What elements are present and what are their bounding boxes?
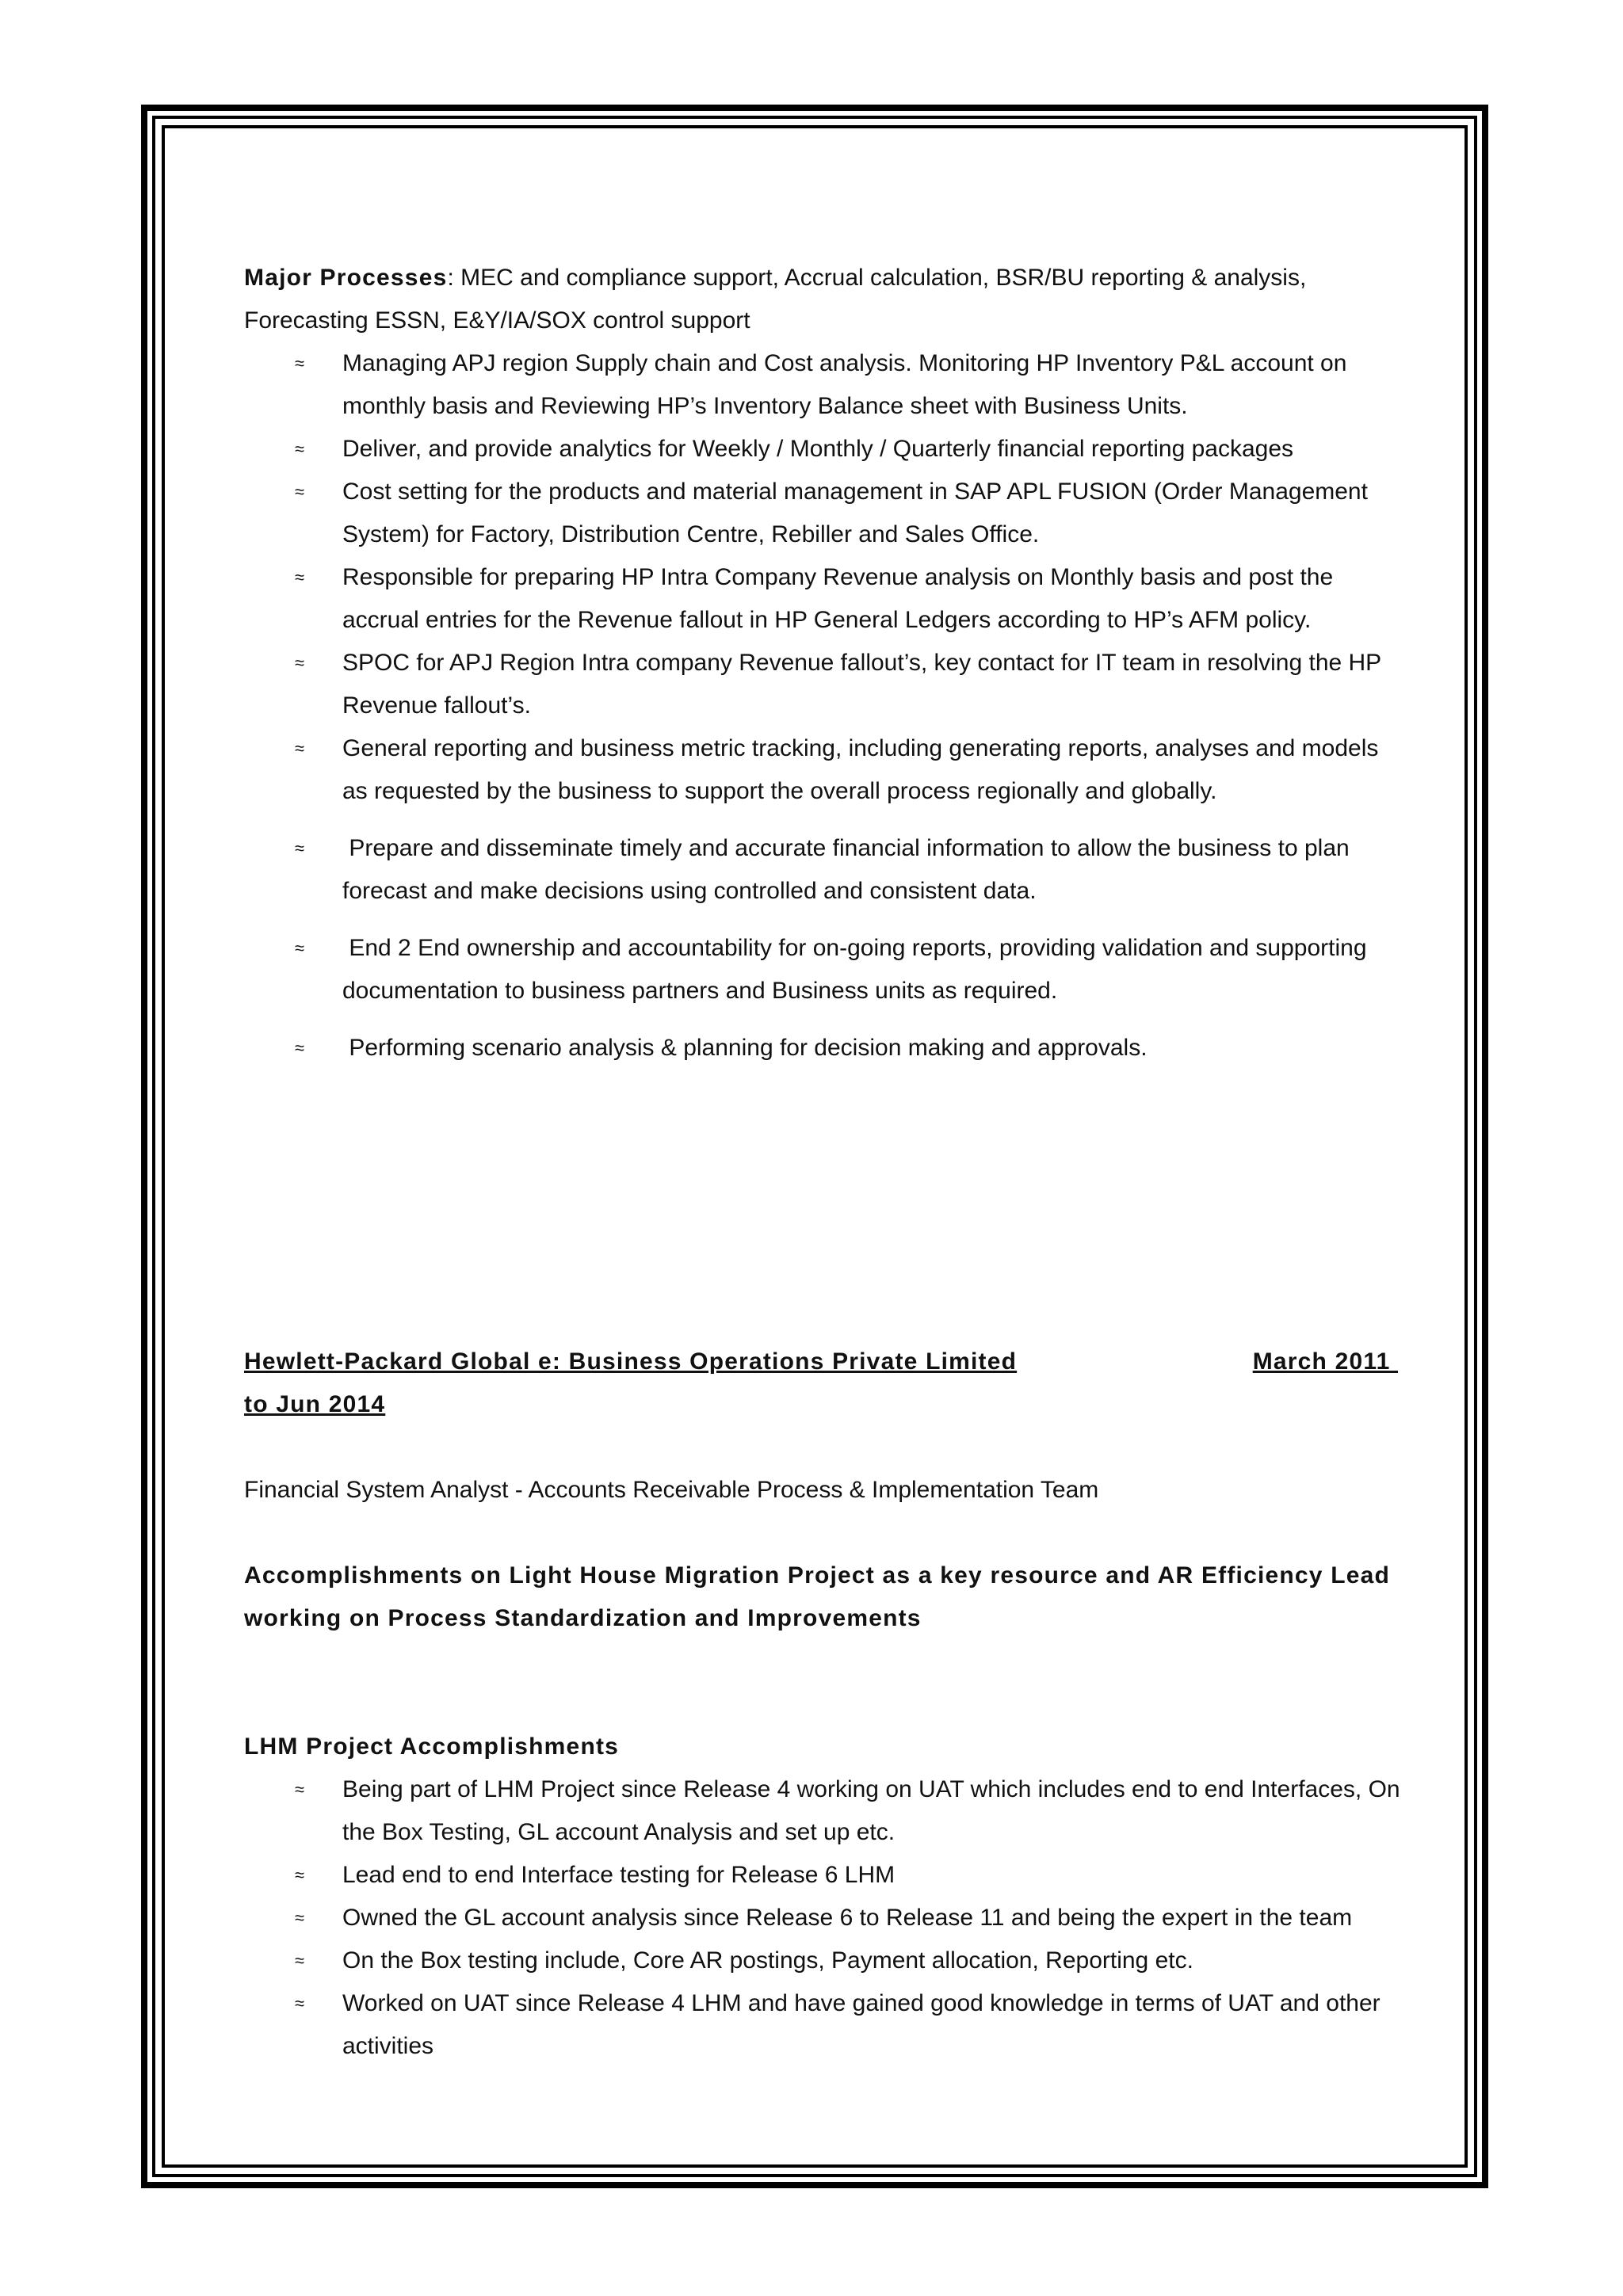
list-item-text: Performing scenario analysis & planning for decision making and approvals.: [342, 1035, 1148, 1061]
list-item: [244, 1982, 1409, 2068]
lhm-heading: LHM Project Accomplishments: [244, 1733, 620, 1760]
bullet-symbol: ≈: [295, 1993, 305, 2013]
list-item-text: Being part of LHM Project since Release 4 working on UAT which includes end to end Interfaces, On the Box Testing, GL account Analysis and set up etc.: [342, 1776, 1400, 1845]
list-item: [244, 1027, 1409, 1070]
bullet-symbol: ≈: [295, 653, 305, 673]
list-item: [244, 727, 1409, 813]
accomplishments-heading: Accomplishments on Light House Migration Project as a key resource and AR Efficiency Lead working on Process Standardization and Improvements: [244, 1562, 1391, 1631]
bullet-symbol: ≈: [295, 353, 305, 373]
list-item: [244, 1939, 1409, 1982]
bullet-symbol: ≈: [295, 1951, 305, 1970]
spacer: [244, 1512, 1409, 1554]
list-item-text: SPOC for APJ Region Intra company Revenue fallout’s, key contact for IT team in resolving the HP Revenue fallout’s.: [342, 650, 1381, 719]
duties-list: [244, 342, 1409, 813]
bullet-symbol: ≈: [295, 1865, 305, 1885]
major-processes-label: Major Processes: [244, 265, 448, 291]
list-item-text: Prepare and disseminate timely and accurate financial information to allow the business to plan forecast and make decisions using controlled and consistent data.: [342, 835, 1357, 904]
document-content: [244, 257, 1409, 2068]
bullet-symbol: ≈: [295, 1779, 305, 1799]
bullet-symbol: ≈: [295, 1038, 305, 1058]
company-date-end: to Jun 2014: [244, 1391, 386, 1417]
list-item-text: Lead end to end Interface testing for Release 6 LHM: [342, 1862, 896, 1888]
section-gap: [244, 1084, 1409, 1341]
bullet-symbol: ≈: [295, 838, 305, 858]
major-processes-text: : MEC and compliance support, Accrual calculation, BSR/BU reporting & analysis, Forecasting ESSN, E&Y/IA/SOX control support: [244, 265, 1307, 334]
lhm-list: [244, 1768, 1409, 2068]
company-heading: [244, 1341, 1409, 1383]
spacer: [244, 1640, 1409, 1726]
list-item: [244, 556, 1409, 642]
spacer: [244, 1426, 1409, 1469]
bullet-symbol: ≈: [295, 1908, 305, 1928]
company-name: Hewlett-Packard Global e: Business Operations Private Limited: [244, 1348, 1018, 1375]
bullet-symbol: ≈: [295, 439, 305, 459]
list-item: [244, 927, 1409, 1013]
bullet-symbol: ≈: [295, 567, 305, 587]
list-item-text: Responsible for preparing HP Intra Company Revenue analysis on Monthly basis and post the accrual entries for the Revenue fallout in HP General Ledgers according to HP’s AFM policy.: [342, 564, 1334, 633]
list-item: [244, 428, 1409, 471]
list-item: [244, 342, 1409, 428]
bullet-symbol: ≈: [295, 482, 305, 502]
list-item-text: End 2 End ownership and accountability for on-going reports, providing validation and supporting documentation to business partners and Business units as required.: [342, 935, 1373, 1004]
list-item-text: On the Box testing include, Core AR postings, Payment allocation, Reporting etc.: [342, 1947, 1193, 1974]
list-item: [244, 1897, 1409, 1939]
major-processes: [244, 257, 1409, 342]
list-item: [244, 1854, 1409, 1897]
list-item: [244, 1768, 1409, 1854]
list-item: [244, 471, 1409, 556]
bullet-symbol: ≈: [295, 738, 305, 758]
list-item-text: Worked on UAT since Release 4 LHM and have gained good knowledge in terms of UAT and other activities: [342, 1990, 1381, 2059]
list-item-text: Managing APJ region Supply chain and Cost analysis. Monitoring HP Inventory P&L account on monthly basis and Reviewing HP’s Inventory Balance sheet with Business Units.: [342, 350, 1347, 419]
job-role: Financial System Analyst - Accounts Receivable Process & Implementation Team: [244, 1477, 1099, 1503]
company-date-start: March 2011: [1252, 1348, 1398, 1375]
list-item-text: Owned the GL account analysis since Release 6 to Release 11 and being the expert in the team: [342, 1905, 1353, 1931]
bullet-symbol: ≈: [295, 938, 305, 958]
list-item-text: General reporting and business metric tracking, including generating reports, analyses and models as requested by the business to support the overall process regionally and globally.: [342, 735, 1379, 804]
list-item: [244, 642, 1409, 727]
list-item: [244, 827, 1409, 913]
list-item-text: Cost setting for the products and material management in SAP APL FUSION (Order Management System) for Factory, Distribution Centre, Rebiller and Sales Office.: [342, 479, 1368, 547]
duties-extra-list: [244, 827, 1409, 1070]
list-item-text: Deliver, and provide analytics for Weekly / Monthly / Quarterly financial reporting packages: [342, 436, 1294, 462]
